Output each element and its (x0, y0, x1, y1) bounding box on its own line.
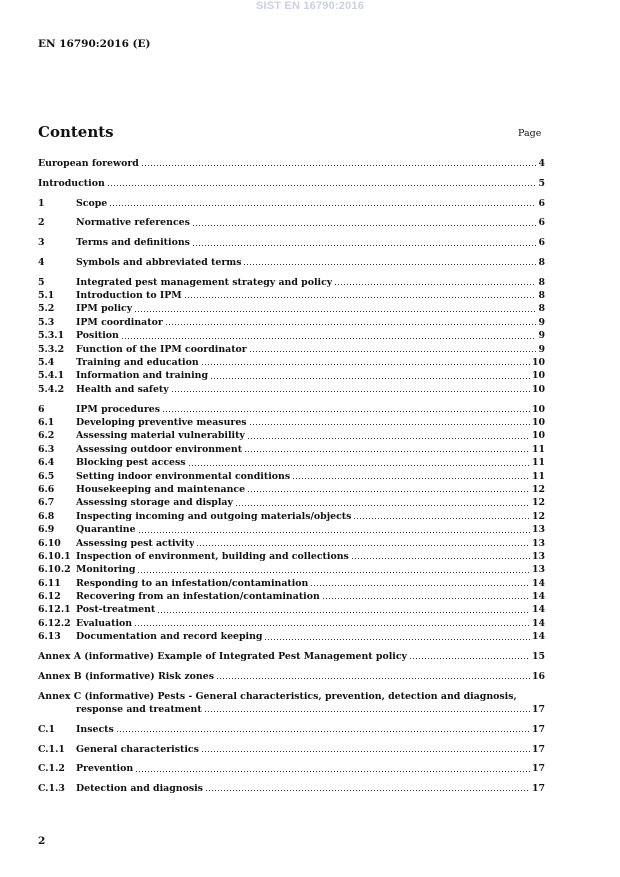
toc-title: Health and safety (76, 383, 169, 395)
toc-title: Annex A (informative) Example of Integrated Pest Management policy (38, 651, 407, 663)
leader-dots (184, 296, 537, 299)
watermark: SIST EN 16790:2016 (255, 0, 365, 12)
toc-page: 11 (531, 457, 545, 469)
leader-dots (235, 504, 530, 507)
leader-dots (243, 263, 536, 266)
leader-dots (138, 531, 530, 534)
page-number: 2 (38, 835, 46, 847)
toc-entry-5[interactable] (38, 276, 545, 289)
toc-number: 5.4.2 (38, 383, 65, 395)
leader-dots (264, 638, 529, 641)
toc-page: 16 (531, 670, 545, 682)
leader-dots (205, 789, 530, 792)
toc-page: 10 (531, 430, 545, 442)
toc-entry-6-2[interactable] (38, 429, 545, 442)
toc-entry-6-10-2[interactable] (38, 563, 545, 576)
toc-title: General characteristics (76, 743, 199, 755)
toc-entry-5-3-2[interactable] (38, 343, 545, 356)
toc-entry-6-4[interactable] (38, 456, 545, 469)
leader-dots (165, 323, 537, 326)
leader-dots (334, 283, 536, 286)
toc-title: Symbols and abbreviated terms (76, 256, 242, 268)
toc-number: 6.7 (38, 497, 55, 509)
leader-dots (162, 410, 530, 413)
toc-page: 9 (538, 316, 545, 328)
toc-number: 6.10.1 (38, 550, 71, 562)
toc-entry-6-11[interactable] (38, 577, 545, 590)
toc-number: C.1.1 (38, 743, 65, 755)
toc-title: IPM policy (76, 303, 133, 315)
toc-page: 12 (531, 497, 545, 509)
toc-entry-annex-c[interactable] (38, 690, 545, 717)
toc-page: 14 (531, 577, 545, 589)
toc-entry-c-1-2[interactable] (38, 762, 545, 775)
leader-dots (121, 337, 537, 340)
toc-number: 6.4 (38, 457, 55, 469)
toc-title: Normative references (76, 217, 190, 229)
toc-entry-5-4-2[interactable] (38, 383, 545, 396)
toc-number: 6.11 (38, 577, 61, 589)
toc-number: 5.3 (38, 316, 55, 328)
toc-entry-6-10-1[interactable] (38, 550, 545, 563)
toc-title: Detection and diagnosis (76, 783, 203, 795)
toc-entry-6-10[interactable] (38, 537, 545, 550)
toc-number: 6.6 (38, 483, 55, 495)
leader-dots (351, 557, 530, 560)
toc-title: Function of the IPM coordinator (76, 343, 247, 355)
toc-page: 9 (538, 343, 545, 355)
toc-page: 10 (531, 357, 545, 369)
leader-dots (188, 464, 530, 467)
toc-number: 5.2 (38, 303, 55, 315)
toc-page: 12 (531, 483, 545, 495)
toc-page: 17 (531, 723, 545, 735)
leader-dots (216, 677, 530, 680)
toc-title: Prevention (76, 763, 134, 775)
toc-title: Integrated pest management strategy and policy (76, 276, 333, 288)
leader-dots (137, 571, 529, 574)
toc-page: 8 (538, 256, 545, 268)
toc-page: 4 (538, 158, 545, 169)
toc-number: 5.4.1 (38, 370, 65, 382)
toc-entry-5-4-1[interactable] (38, 369, 545, 382)
toc-entry-6-9[interactable] (38, 523, 545, 536)
toc-page: 6 (538, 237, 545, 249)
toc-number: 6.12.1 (38, 604, 71, 616)
leader-dots (409, 657, 530, 660)
toc-title: Quarantine (76, 524, 136, 536)
toc-entry-annex-b[interactable] (38, 670, 545, 683)
toc-page: 11 (531, 470, 545, 482)
toc-entry-4[interactable] (38, 256, 545, 269)
toc-entry-2[interactable] (38, 216, 545, 229)
toc-title: Post-treatment (76, 604, 156, 616)
leader-dots (141, 164, 537, 167)
toc-page: 14 (531, 631, 545, 643)
toc-title: Information and training (76, 370, 209, 382)
toc-entry-6-13[interactable] (38, 630, 545, 643)
leader-dots (157, 611, 530, 614)
toc-page: 14 (531, 591, 545, 603)
toc-number: 6.10 (38, 537, 61, 549)
toc-title: Housekeeping and maintenance (76, 483, 246, 495)
toc-number: 5.4 (38, 357, 55, 369)
toc-page: 8 (538, 303, 545, 315)
toc-page: 10 (531, 403, 545, 415)
leader-dots (249, 350, 537, 353)
leader-dots (247, 490, 530, 493)
leader-dots (109, 204, 536, 207)
toc-number: C.1.3 (38, 783, 65, 795)
toc-number: 5 (38, 276, 45, 288)
leader-dots (107, 184, 537, 187)
leader-dots (322, 597, 530, 600)
table-of-contents (38, 157, 545, 795)
toc-title: Assessing storage and display (76, 497, 233, 509)
toc-entry-6-1[interactable] (38, 416, 545, 429)
toc-number: 6.5 (38, 470, 55, 482)
toc-number: 6.12.2 (38, 617, 71, 629)
toc-title: Inspection of environment, building and collections (76, 550, 349, 562)
toc-title: Assessing pest activity (76, 537, 195, 549)
leader-dots (135, 770, 530, 773)
toc-number: 6.10.2 (38, 564, 71, 576)
page-column-label: Page (518, 128, 542, 139)
toc-page: 17 (531, 703, 545, 715)
toc-entry-6[interactable] (38, 403, 545, 416)
toc-entry-5-4[interactable] (38, 356, 545, 369)
leader-dots (204, 710, 530, 713)
toc-number: 6.8 (38, 510, 55, 522)
toc-entry-european-foreword[interactable] (38, 157, 545, 170)
toc-title: Training and education (76, 357, 199, 369)
leader-dots (292, 477, 530, 480)
leader-dots (210, 377, 530, 380)
toc-title: Scope (76, 197, 108, 209)
toc-title: Responding to an infestation/contamination (76, 577, 309, 589)
toc-title: Annex C (informative) Pests - General characteristics, prevention, detection and diagnosis, (38, 690, 517, 702)
toc-title: Setting indoor environmental conditions (76, 470, 291, 482)
toc-title: Documentation and record keeping (76, 631, 263, 643)
toc-page: 15 (531, 651, 545, 663)
toc-title: Introduction to IPM (76, 290, 182, 302)
standard-id: EN 16790:2016 (E) (38, 38, 151, 50)
toc-entry-6-3[interactable] (38, 443, 545, 456)
toc-title: Assessing outdoor environment (76, 443, 243, 455)
toc-entry-c-1-1[interactable] (38, 743, 545, 756)
toc-title: Inspecting incoming and outgoing materials/objects (76, 510, 352, 522)
page-title: Contents (38, 123, 114, 141)
leader-dots (171, 390, 530, 393)
toc-entry-c-1[interactable] (38, 723, 545, 736)
toc-number: C.1.2 (38, 763, 65, 775)
toc-page: 14 (531, 604, 545, 616)
toc-number: 1 (38, 197, 45, 209)
leader-dots (116, 730, 530, 733)
toc-title: Annex B (informative) Risk zones (38, 670, 214, 682)
toc-entry-5-3[interactable] (38, 316, 545, 329)
toc-entry-6-12-2[interactable] (38, 617, 545, 630)
toc-page: 13 (531, 564, 545, 576)
toc-page: 17 (531, 783, 545, 795)
leader-dots (249, 423, 530, 426)
toc-entry-5-1[interactable] (38, 289, 545, 302)
toc-entry-c-1-3[interactable] (38, 782, 545, 795)
toc-number: 6.9 (38, 524, 55, 536)
toc-page: 8 (538, 290, 545, 302)
toc-title: Terms and definitions (76, 237, 190, 249)
toc-page: 10 (531, 383, 545, 395)
toc-page: 8 (538, 276, 545, 288)
toc-entry-1[interactable] (38, 197, 545, 210)
toc-number: 5.1 (38, 290, 55, 302)
toc-page: 9 (538, 330, 545, 342)
leader-dots (247, 437, 530, 440)
toc-page: 5 (538, 177, 545, 189)
toc-page: 11 (531, 443, 545, 455)
toc-entry-5-2[interactable] (38, 302, 545, 315)
leader-dots (244, 450, 530, 453)
toc-number: 3 (38, 237, 45, 249)
toc-number: 2 (38, 217, 45, 229)
toc-entry-6-8[interactable] (38, 510, 545, 523)
toc-page: 17 (531, 763, 545, 775)
toc-title: Insects (76, 723, 114, 735)
leader-dots (196, 544, 530, 547)
toc-title: Evaluation (76, 617, 133, 629)
toc-number: 6.13 (38, 631, 61, 643)
toc-title: Monitoring (76, 564, 136, 576)
toc-page: 10 (531, 370, 545, 382)
toc-title: Introduction (38, 177, 105, 189)
toc-number: 6 (38, 403, 45, 415)
toc-page: 13 (531, 550, 545, 562)
toc-entry-3[interactable] (38, 236, 545, 249)
toc-title: Assessing material vulnerability (76, 430, 245, 442)
toc-entry-6-6[interactable] (38, 483, 545, 496)
toc-entry-introduction[interactable] (38, 177, 545, 190)
toc-number: C.1 (38, 723, 56, 735)
leader-dots (134, 310, 536, 313)
toc-title-continued: response and treatment (76, 703, 202, 715)
leader-dots (134, 624, 530, 627)
toc-title: Developing preventive measures (76, 416, 247, 428)
toc-title: IPM coordinator (76, 316, 163, 328)
toc-page: 10 (531, 416, 545, 428)
toc-title: Recovering from an infestation/contamination (76, 591, 320, 603)
toc-page: 17 (531, 743, 545, 755)
leader-dots (192, 224, 537, 227)
toc-page: 6 (538, 217, 545, 229)
toc-entry-5-3-1[interactable] (38, 329, 545, 342)
toc-entry-6-12[interactable] (38, 590, 545, 603)
toc-number: 6.12 (38, 591, 61, 603)
toc-number: 6.1 (38, 416, 55, 428)
toc-title: IPM procedures (76, 403, 161, 415)
leader-dots (192, 244, 537, 247)
toc-page: 12 (531, 510, 545, 522)
toc-title: European foreword (38, 158, 139, 169)
toc-title: Position (76, 330, 119, 342)
leader-dots (201, 750, 530, 753)
toc-page: 13 (531, 537, 545, 549)
toc-entry-annex-a[interactable] (38, 650, 545, 663)
toc-entry-6-7[interactable] (38, 496, 545, 509)
toc-page: 14 (531, 617, 545, 629)
toc-number: 5.3.1 (38, 330, 65, 342)
toc-page: 13 (531, 524, 545, 536)
toc-number: 6.3 (38, 443, 55, 455)
leader-dots (310, 584, 530, 587)
toc-number: 5.3.2 (38, 343, 65, 355)
toc-entry-6-5[interactable] (38, 470, 545, 483)
toc-entry-6-12-1[interactable] (38, 603, 545, 616)
leader-dots (201, 363, 530, 366)
toc-title: Blocking pest access (76, 457, 186, 469)
leader-dots (353, 517, 530, 520)
toc-page: 6 (538, 197, 545, 209)
toc-number: 4 (38, 256, 45, 268)
toc-number: 6.2 (38, 430, 55, 442)
